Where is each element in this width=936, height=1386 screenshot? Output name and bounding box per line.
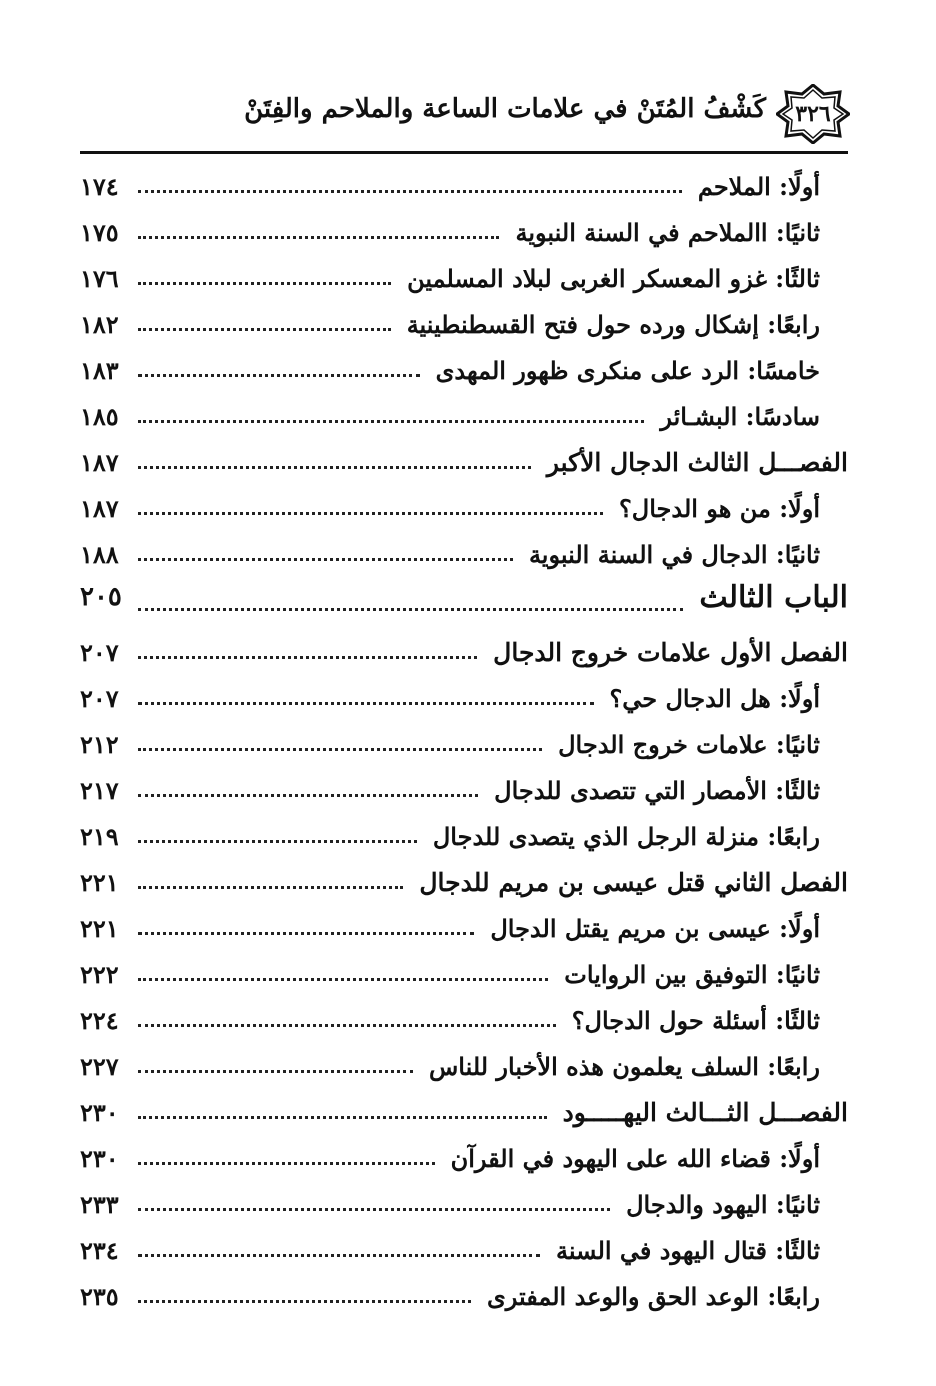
dot-leader <box>138 190 682 193</box>
toc-entry <box>80 486 848 532</box>
page-number: ٣٢٦ <box>795 101 831 127</box>
toc-page-number: ٢٠٥ <box>80 582 122 612</box>
toc-page-number: ١٨٧ <box>80 448 119 477</box>
toc-entry-title: ثالثًا: أسئلة حول الدجال؟ <box>566 1006 820 1035</box>
toc-page-number: ١٨٨ <box>80 540 119 569</box>
toc-entry-title: أولًا: من هو الدجال؟ <box>613 494 820 523</box>
toc-entry <box>80 532 848 578</box>
toc-page-number: ٢٣٣ <box>80 1190 119 1219</box>
toc-entry <box>80 860 848 906</box>
toc-page-number: ٢١٧ <box>80 776 119 805</box>
dot-leader <box>138 1254 540 1257</box>
toc-entry-title: ثانيًا: اليهود والدجال <box>620 1190 820 1219</box>
toc-entry <box>80 814 848 860</box>
toc-page-number: ١٧٦ <box>80 264 119 293</box>
toc-entry-title: الباب الثالث <box>693 580 848 615</box>
dot-leader <box>138 932 474 935</box>
toc-entry <box>80 1136 848 1182</box>
toc-entry <box>80 1182 848 1228</box>
dot-leader <box>138 656 477 659</box>
toc-entry-title: ثالثًا: قتال اليهود في السنة <box>550 1236 820 1265</box>
toc-page-number: ٢٣٠ <box>80 1144 119 1173</box>
toc-entry-title: أولًا: قضاء الله على اليهود في القرآن <box>445 1144 820 1173</box>
toc-page-number: ١٧٤ <box>80 172 119 201</box>
toc-entry-title: أولًا: عيسى بن مريم يقتل الدجال <box>484 914 820 943</box>
toc-page-number: ٢٣٥ <box>80 1282 119 1311</box>
header-divider <box>80 151 848 154</box>
toc-entry <box>80 1090 848 1136</box>
dot-leader <box>138 328 391 331</box>
dot-leader <box>138 886 403 889</box>
toc-page-number: ٢٣٠ <box>80 1098 119 1127</box>
toc-page-number: ١٨٣ <box>80 356 119 385</box>
toc-entry <box>80 998 848 1044</box>
toc-entry <box>80 630 848 676</box>
toc-entry-title: سادسًا: البشـائر <box>654 402 820 431</box>
toc-entry-title: ثانيًا: علامات خروج الدجال <box>552 730 820 759</box>
toc-entry <box>80 394 848 440</box>
toc-entry <box>80 768 848 814</box>
dot-leader <box>138 512 603 515</box>
dot-leader <box>138 466 531 469</box>
toc-entry-title: رابعًا: الوعد الحق والوعد المفترى <box>481 1282 820 1311</box>
dot-leader <box>138 794 478 797</box>
toc-page-number: ٢٢١ <box>80 868 119 897</box>
toc-entry-title: الفصـــل الثـــالث اليهـــــود <box>557 1098 848 1127</box>
dot-leader <box>138 1300 471 1303</box>
toc-entry <box>80 302 848 348</box>
toc-page-number: ٢٠٧ <box>80 684 119 713</box>
toc-entry-title: ثانيًا: االملاحم في السنة النبوية <box>509 218 820 247</box>
book-title: كَشْفُ المُتَنْ في علامات الساعة والملاحم والفِتَنْ <box>244 94 766 124</box>
toc-entry-title: رابعًا: إشكال ورده حول فتح القسطنطينية <box>401 310 820 339</box>
toc-page-number: ٢٠٧ <box>80 638 119 667</box>
toc-entry <box>80 578 848 630</box>
toc-entry-title: أولًا: الملاحم <box>692 172 820 201</box>
dot-leader <box>138 1024 556 1027</box>
toc-page-number: ١٨٥ <box>80 402 119 431</box>
dot-leader <box>138 748 542 751</box>
toc-entry-title: رابعًا: منزلة الرجل الذي يتصدى للدجال <box>427 822 820 851</box>
dot-leader <box>138 1116 547 1119</box>
toc-entry-title: الفصل الثاني قتل عيسى بن مريم للدجال <box>413 868 848 897</box>
running-header <box>80 80 860 148</box>
table-of-contents <box>80 164 848 1320</box>
toc-entry <box>80 164 848 210</box>
toc-entry <box>80 1274 848 1320</box>
toc-page-number: ٢١٢ <box>80 730 119 759</box>
dot-leader <box>138 1208 610 1211</box>
dot-leader <box>138 608 683 611</box>
dot-leader <box>138 702 594 705</box>
toc-entry-title: أولًا: هل الدجال حي؟ <box>604 684 820 713</box>
toc-page-number: ٢٢٧ <box>80 1052 119 1081</box>
toc-entry-title: ثانيًا: التوفيق بين الروايات <box>558 960 820 989</box>
toc-entry-title: ثانيًا: الدجال في السنة النبوية <box>523 540 820 569</box>
toc-entry <box>80 440 848 486</box>
dot-leader <box>138 1070 413 1073</box>
dot-leader <box>138 1162 435 1165</box>
toc-entry <box>80 210 848 256</box>
toc-entry <box>80 256 848 302</box>
toc-entry <box>80 676 848 722</box>
dot-leader <box>138 282 391 285</box>
dot-leader <box>138 420 644 423</box>
toc-entry-title: ثالثًا: غزو المعسكر الغربى لبلاد المسلمين <box>401 264 820 293</box>
toc-page-number: ٢٢٤ <box>80 1006 119 1035</box>
toc-entry-title: ثالثًا: الأمصار التي تتصدى للدجال <box>488 776 820 805</box>
toc-entry <box>80 952 848 998</box>
toc-page-number: ١٨٢ <box>80 310 119 339</box>
dot-leader <box>138 840 417 843</box>
toc-entry-title: الفصـــل الثالث الدجال الأكبر <box>541 448 848 477</box>
toc-entry <box>80 906 848 952</box>
toc-page-number: ١٨٧ <box>80 494 119 523</box>
toc-entry <box>80 348 848 394</box>
page-number-badge <box>776 84 850 144</box>
toc-page-number: ٢٢٢ <box>80 960 119 989</box>
dot-leader <box>138 374 420 377</box>
toc-page-number: ٢٢١ <box>80 914 119 943</box>
dot-leader <box>138 978 548 981</box>
toc-entry-title: رابعًا: السلف يعلمون هذه الأخبار للناس <box>423 1052 820 1081</box>
toc-entry <box>80 1228 848 1274</box>
toc-page-number: ١٧٥ <box>80 218 119 247</box>
dot-leader <box>138 558 513 561</box>
toc-page-number: ٢١٩ <box>80 822 119 851</box>
toc-entry <box>80 1044 848 1090</box>
toc-entry <box>80 722 848 768</box>
toc-page-number: ٢٣٤ <box>80 1236 119 1265</box>
toc-entry-title: الفصل الأول علامات خروج الدجال <box>487 638 848 667</box>
dot-leader <box>138 236 499 239</box>
toc-entry-title: خامسًا: الرد على منكرى ظهور المهدى <box>430 356 820 385</box>
